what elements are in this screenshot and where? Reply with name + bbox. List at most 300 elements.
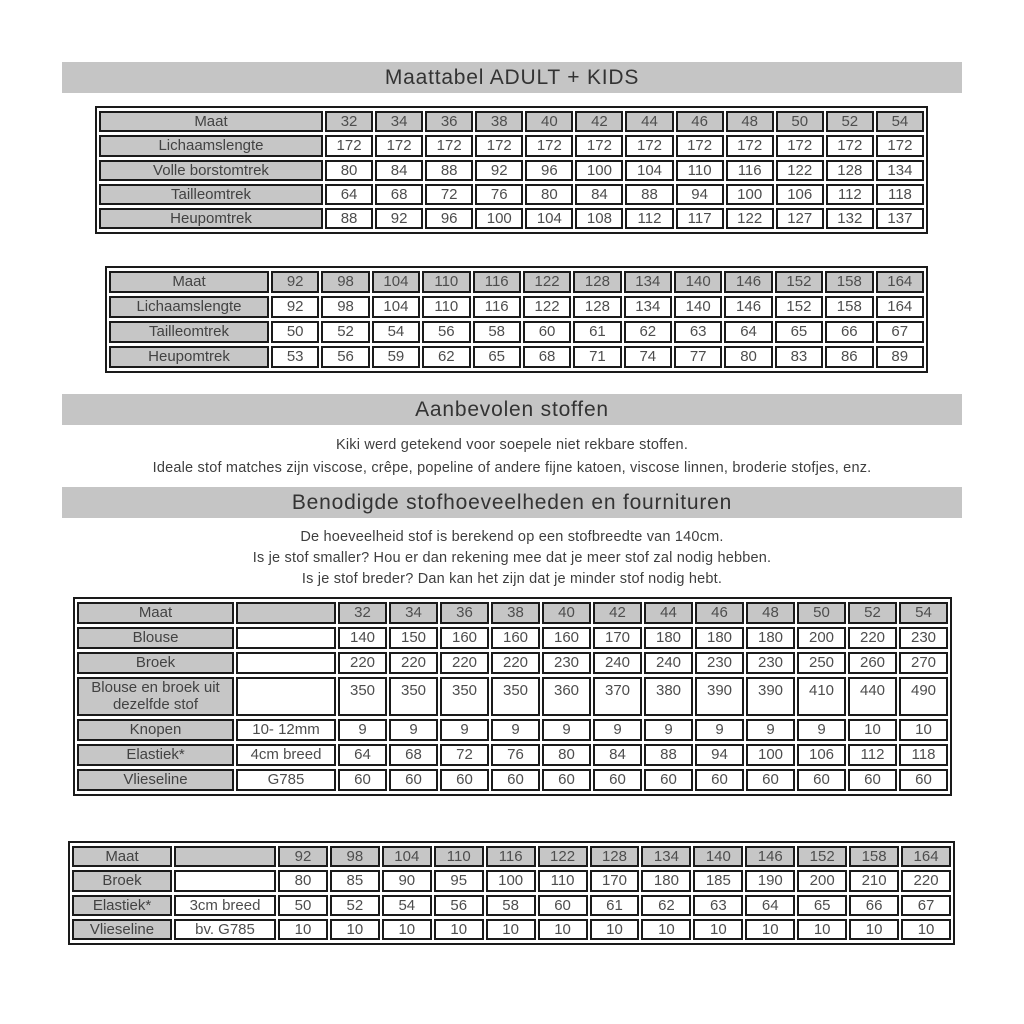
- row-label: Elastiek*: [72, 895, 172, 916]
- size-header-cell: 40: [525, 111, 573, 132]
- value-cell: 10: [382, 919, 432, 940]
- table-row: [99, 184, 924, 205]
- value-cell: 230: [899, 627, 948, 649]
- value-cell: 390: [695, 677, 744, 716]
- value-cell: 9: [440, 719, 489, 741]
- value-cell: 88: [625, 184, 673, 205]
- title-bar: [62, 62, 962, 93]
- value-cell: 172: [676, 135, 724, 156]
- value-cell: 60: [538, 895, 588, 916]
- value-cell: 10: [434, 919, 484, 940]
- value-cell: 100: [475, 208, 523, 229]
- value-cell: 180: [746, 627, 795, 649]
- value-cell: 170: [590, 870, 640, 891]
- value-cell: 134: [624, 296, 672, 318]
- size-header-cell: 52: [826, 111, 874, 132]
- value-cell: 210: [849, 870, 899, 891]
- value-cell: 67: [876, 321, 925, 343]
- value-cell: 180: [695, 627, 744, 649]
- value-cell: 60: [523, 321, 571, 343]
- value-cell: 72: [425, 184, 473, 205]
- value-cell: 350: [440, 677, 489, 716]
- value-cell: 104: [372, 296, 420, 318]
- value-cell: 9: [746, 719, 795, 741]
- value-cell: 61: [590, 895, 640, 916]
- value-cell: 118: [899, 744, 948, 766]
- value-cell: 89: [876, 346, 925, 368]
- kids-size-table: [105, 266, 928, 373]
- size-header-cell: 34: [389, 602, 438, 624]
- size-header-cell: 52: [848, 602, 897, 624]
- value-cell: 59: [372, 346, 420, 368]
- value-cell: 122: [523, 296, 571, 318]
- value-cell: 84: [375, 160, 423, 181]
- value-cell: 200: [797, 870, 847, 891]
- size-header-cell: 42: [593, 602, 642, 624]
- value-cell: 60: [440, 769, 489, 791]
- value-cell: 127: [776, 208, 824, 229]
- value-cell: 88: [644, 744, 693, 766]
- table-row: [77, 627, 948, 649]
- value-cell: 50: [278, 895, 328, 916]
- size-header-cell: 38: [491, 602, 540, 624]
- value-cell: 9: [644, 719, 693, 741]
- spec-cell: [174, 846, 276, 867]
- table-header-row: [99, 111, 924, 132]
- value-cell: 100: [746, 744, 795, 766]
- value-cell: 250: [797, 652, 846, 674]
- value-cell: 60: [389, 769, 438, 791]
- table-row: [99, 208, 924, 229]
- size-header-cell: 146: [745, 846, 795, 867]
- value-cell: 110: [422, 296, 470, 318]
- value-cell: 63: [693, 895, 743, 916]
- value-cell: 68: [389, 744, 438, 766]
- value-cell: 62: [422, 346, 470, 368]
- value-cell: 118: [876, 184, 924, 205]
- value-cell: 350: [389, 677, 438, 716]
- fabric-note-line-2: Ideale stof matches zijn viscose, crêpe, popeline of andere fijne katoen, viscose linnen, broderie stofjes, enz.: [152, 460, 872, 476]
- size-header-cell: 128: [573, 271, 621, 293]
- size-header-cell: 116: [473, 271, 521, 293]
- size-header-cell: 36: [425, 111, 473, 132]
- value-cell: 220: [491, 652, 540, 674]
- value-cell: 84: [575, 184, 623, 205]
- value-cell: 172: [575, 135, 623, 156]
- size-header-cell: 50: [797, 602, 846, 624]
- value-cell: 106: [797, 744, 846, 766]
- requirements-note-line-1: De hoeveelheid stof is berekend op een stofbreedte van 140cm.: [300, 529, 724, 545]
- table-row: [72, 919, 951, 940]
- spec-cell: bv. G785: [174, 919, 276, 940]
- value-cell: 80: [325, 160, 373, 181]
- size-header-cell: 98: [321, 271, 369, 293]
- value-cell: 64: [745, 895, 795, 916]
- value-cell: 52: [330, 895, 380, 916]
- size-header-cell: 48: [746, 602, 795, 624]
- value-cell: 172: [625, 135, 673, 156]
- value-cell: 108: [575, 208, 623, 229]
- value-cell: 56: [321, 346, 369, 368]
- size-header-cell: 38: [475, 111, 523, 132]
- value-cell: 85: [330, 870, 380, 891]
- size-header-cell: 134: [624, 271, 672, 293]
- size-header-cell: 128: [590, 846, 640, 867]
- value-cell: 9: [338, 719, 387, 741]
- value-cell: 160: [440, 627, 489, 649]
- value-cell: 10: [848, 719, 897, 741]
- fabric-note-line-1: Kiki werd getekend voor soepele niet rekbare stoffen.: [335, 437, 689, 453]
- value-cell: 112: [826, 184, 874, 205]
- size-header-cell: 92: [278, 846, 328, 867]
- value-cell: 140: [338, 627, 387, 649]
- size-header-cell: 134: [641, 846, 691, 867]
- row-label: Heupomtrek: [99, 208, 323, 229]
- row-label: Knopen: [77, 719, 234, 741]
- table-row: [77, 719, 948, 741]
- requirements-note-line-3: Is je stof breder? Dan kan het zijn dat je minder stof nodig hebt.: [301, 571, 723, 587]
- value-cell: 270: [899, 652, 948, 674]
- value-cell: 150: [389, 627, 438, 649]
- value-cell: 172: [876, 135, 924, 156]
- value-cell: 60: [593, 769, 642, 791]
- value-cell: 65: [473, 346, 521, 368]
- value-cell: 61: [573, 321, 621, 343]
- value-cell: 76: [491, 744, 540, 766]
- value-cell: 10: [590, 919, 640, 940]
- value-cell: 80: [542, 744, 591, 766]
- value-cell: 62: [624, 321, 672, 343]
- value-cell: 88: [425, 160, 473, 181]
- value-cell: 92: [271, 296, 319, 318]
- value-cell: 9: [542, 719, 591, 741]
- value-cell: 9: [797, 719, 846, 741]
- value-cell: 96: [425, 208, 473, 229]
- value-cell: 58: [486, 895, 536, 916]
- size-header-cell: 42: [575, 111, 623, 132]
- table-row: [109, 321, 924, 343]
- row-label: Vlieseline: [72, 919, 172, 940]
- value-cell: 110: [676, 160, 724, 181]
- value-cell: 54: [372, 321, 420, 343]
- row-label: Maat: [109, 271, 269, 293]
- value-cell: 100: [726, 184, 774, 205]
- value-cell: 240: [593, 652, 642, 674]
- value-cell: 172: [325, 135, 373, 156]
- value-cell: 112: [848, 744, 897, 766]
- size-header-cell: 32: [325, 111, 373, 132]
- value-cell: 10: [278, 919, 328, 940]
- value-cell: 160: [491, 627, 540, 649]
- value-cell: 67: [901, 895, 951, 916]
- value-cell: 220: [848, 627, 897, 649]
- value-cell: 172: [826, 135, 874, 156]
- spec-cell: 3cm breed: [174, 895, 276, 916]
- adult-fabric-requirements-table: [73, 597, 952, 796]
- size-header-cell: 36: [440, 602, 489, 624]
- value-cell: 71: [573, 346, 621, 368]
- value-cell: 66: [825, 321, 873, 343]
- size-header-cell: 122: [523, 271, 571, 293]
- value-cell: 52: [321, 321, 369, 343]
- value-cell: 80: [525, 184, 573, 205]
- value-cell: 10: [849, 919, 899, 940]
- value-cell: 90: [382, 870, 432, 891]
- value-cell: 220: [901, 870, 951, 891]
- value-cell: 152: [775, 296, 823, 318]
- row-label: Broek: [77, 652, 234, 674]
- value-cell: 50: [271, 321, 319, 343]
- value-cell: 230: [695, 652, 744, 674]
- value-cell: 490: [899, 677, 948, 716]
- value-cell: 9: [695, 719, 744, 741]
- value-cell: 10: [745, 919, 795, 940]
- size-header-cell: 158: [849, 846, 899, 867]
- recommended-fabrics-note: [0, 434, 1024, 480]
- section-fabric-requirements-title: Benodigde stofhoeveelheden en fournituren: [291, 490, 733, 514]
- size-header-cell: 140: [674, 271, 722, 293]
- value-cell: 370: [593, 677, 642, 716]
- value-cell: 172: [525, 135, 573, 156]
- spec-cell: [174, 870, 276, 891]
- requirements-note-line-2: Is je stof smaller? Hou er dan rekening mee dat je meer stof zal nodig hebben.: [252, 550, 772, 566]
- value-cell: 10: [901, 919, 951, 940]
- size-header-cell: 104: [382, 846, 432, 867]
- value-cell: 60: [491, 769, 540, 791]
- value-cell: 96: [525, 160, 573, 181]
- spec-cell: G785: [236, 769, 336, 791]
- value-cell: 56: [434, 895, 484, 916]
- value-cell: 185: [693, 870, 743, 891]
- size-header-cell: 152: [775, 271, 823, 293]
- value-cell: 60: [899, 769, 948, 791]
- table-row: [109, 296, 924, 318]
- value-cell: 146: [724, 296, 772, 318]
- value-cell: 200: [797, 627, 846, 649]
- row-label: Maat: [77, 602, 234, 624]
- kids-fabric-requirements-table: [68, 841, 955, 945]
- section-fabric-requirements-bar: [62, 487, 962, 518]
- spec-cell: [236, 627, 336, 649]
- table-row: [99, 135, 924, 156]
- value-cell: 164: [876, 296, 925, 318]
- table-row: [77, 744, 948, 766]
- section-recommended-fabrics-title: Aanbevolen stoffen: [415, 397, 609, 421]
- size-header-cell: 44: [644, 602, 693, 624]
- size-header-cell: 146: [724, 271, 772, 293]
- value-cell: 140: [674, 296, 722, 318]
- size-header-cell: 92: [271, 271, 319, 293]
- value-cell: 172: [726, 135, 774, 156]
- value-cell: 58: [473, 321, 521, 343]
- size-header-cell: 34: [375, 111, 423, 132]
- value-cell: 230: [542, 652, 591, 674]
- value-cell: 60: [644, 769, 693, 791]
- value-cell: 240: [644, 652, 693, 674]
- value-cell: 350: [338, 677, 387, 716]
- value-cell: 10: [330, 919, 380, 940]
- value-cell: 390: [746, 677, 795, 716]
- value-cell: 10: [693, 919, 743, 940]
- value-cell: 132: [826, 208, 874, 229]
- row-label: Blouse: [77, 627, 234, 649]
- row-label: Tailleomtrek: [99, 184, 323, 205]
- table-row: [109, 346, 924, 368]
- size-header-cell: 110: [434, 846, 484, 867]
- value-cell: 180: [641, 870, 691, 891]
- value-cell: 122: [726, 208, 774, 229]
- row-label: Heupomtrek: [109, 346, 269, 368]
- value-cell: 410: [797, 677, 846, 716]
- size-header-cell: 164: [901, 846, 951, 867]
- row-label: Lichaamslengte: [109, 296, 269, 318]
- value-cell: 80: [724, 346, 772, 368]
- table-header-row: [109, 271, 924, 293]
- adult-size-table: [95, 106, 928, 234]
- table-header-row: [77, 602, 948, 624]
- value-cell: 9: [389, 719, 438, 741]
- value-cell: 350: [491, 677, 540, 716]
- spec-cell: [236, 602, 336, 624]
- value-cell: 65: [775, 321, 823, 343]
- value-cell: 84: [593, 744, 642, 766]
- value-cell: 10: [538, 919, 588, 940]
- value-cell: 77: [674, 346, 722, 368]
- spec-cell: [236, 652, 336, 674]
- value-cell: 64: [724, 321, 772, 343]
- size-header-cell: 44: [625, 111, 673, 132]
- value-cell: 92: [475, 160, 523, 181]
- value-cell: 60: [746, 769, 795, 791]
- value-cell: 172: [475, 135, 523, 156]
- row-label: Vlieseline: [77, 769, 234, 791]
- size-header-cell: 48: [726, 111, 774, 132]
- value-cell: 220: [440, 652, 489, 674]
- value-cell: 60: [542, 769, 591, 791]
- size-header-cell: 116: [486, 846, 536, 867]
- value-cell: 160: [542, 627, 591, 649]
- value-cell: 122: [776, 160, 824, 181]
- value-cell: 80: [278, 870, 328, 891]
- value-cell: 380: [644, 677, 693, 716]
- value-cell: 100: [575, 160, 623, 181]
- spec-cell: 10- 12mm: [236, 719, 336, 741]
- size-header-cell: 140: [693, 846, 743, 867]
- size-header-cell: 152: [797, 846, 847, 867]
- value-cell: 83: [775, 346, 823, 368]
- value-cell: 360: [542, 677, 591, 716]
- value-cell: 60: [338, 769, 387, 791]
- spec-cell: 4cm breed: [236, 744, 336, 766]
- value-cell: 112: [625, 208, 673, 229]
- table-row: [77, 769, 948, 791]
- value-cell: 60: [797, 769, 846, 791]
- value-cell: 440: [848, 677, 897, 716]
- value-cell: 60: [848, 769, 897, 791]
- value-cell: 230: [746, 652, 795, 674]
- value-cell: 68: [375, 184, 423, 205]
- section-recommended-fabrics-bar: [62, 394, 962, 425]
- value-cell: 100: [486, 870, 536, 891]
- size-header-cell: 46: [676, 111, 724, 132]
- size-header-cell: 98: [330, 846, 380, 867]
- value-cell: 54: [382, 895, 432, 916]
- row-label: Volle borstomtrek: [99, 160, 323, 181]
- value-cell: 106: [776, 184, 824, 205]
- value-cell: 64: [325, 184, 373, 205]
- value-cell: 220: [338, 652, 387, 674]
- value-cell: 88: [325, 208, 373, 229]
- value-cell: 53: [271, 346, 319, 368]
- value-cell: 172: [776, 135, 824, 156]
- value-cell: 10: [899, 719, 948, 741]
- value-cell: 220: [389, 652, 438, 674]
- size-header-cell: 158: [825, 271, 873, 293]
- size-header-cell: 32: [338, 602, 387, 624]
- value-cell: 9: [593, 719, 642, 741]
- row-label: Lichaamslengte: [99, 135, 323, 156]
- row-label: Elastiek*: [77, 744, 234, 766]
- value-cell: 180: [644, 627, 693, 649]
- value-cell: 86: [825, 346, 873, 368]
- value-cell: 65: [797, 895, 847, 916]
- row-label: Tailleomtrek: [109, 321, 269, 343]
- value-cell: 63: [674, 321, 722, 343]
- table-row: [99, 160, 924, 181]
- value-cell: 95: [434, 870, 484, 891]
- value-cell: 76: [475, 184, 523, 205]
- value-cell: 170: [593, 627, 642, 649]
- value-cell: 94: [695, 744, 744, 766]
- value-cell: 9: [491, 719, 540, 741]
- value-cell: 158: [825, 296, 873, 318]
- value-cell: 104: [525, 208, 573, 229]
- value-cell: 128: [573, 296, 621, 318]
- size-header-cell: 122: [538, 846, 588, 867]
- value-cell: 56: [422, 321, 470, 343]
- value-cell: 72: [440, 744, 489, 766]
- value-cell: 128: [826, 160, 874, 181]
- fabric-requirements-note: [0, 527, 1024, 590]
- row-label: Broek: [72, 870, 172, 891]
- value-cell: 260: [848, 652, 897, 674]
- size-header-cell: 164: [876, 271, 925, 293]
- value-cell: 116: [473, 296, 521, 318]
- page-title: Maattabel ADULT + KIDS: [384, 65, 640, 89]
- row-label: Maat: [72, 846, 172, 867]
- table-row: [77, 677, 948, 716]
- value-cell: 66: [849, 895, 899, 916]
- value-cell: 137: [876, 208, 924, 229]
- value-cell: 172: [375, 135, 423, 156]
- size-header-cell: 104: [372, 271, 420, 293]
- size-header-cell: 50: [776, 111, 824, 132]
- size-header-cell: 110: [422, 271, 470, 293]
- row-label: Blouse en broek uit dezelfde stof: [77, 677, 234, 716]
- spec-cell: [236, 677, 336, 716]
- value-cell: 110: [538, 870, 588, 891]
- value-cell: 172: [425, 135, 473, 156]
- row-label: Maat: [99, 111, 323, 132]
- value-cell: 74: [624, 346, 672, 368]
- value-cell: 10: [797, 919, 847, 940]
- value-cell: 104: [625, 160, 673, 181]
- value-cell: 98: [321, 296, 369, 318]
- table-row: [77, 652, 948, 674]
- value-cell: 60: [695, 769, 744, 791]
- table-row: [72, 895, 951, 916]
- size-header-cell: 54: [899, 602, 948, 624]
